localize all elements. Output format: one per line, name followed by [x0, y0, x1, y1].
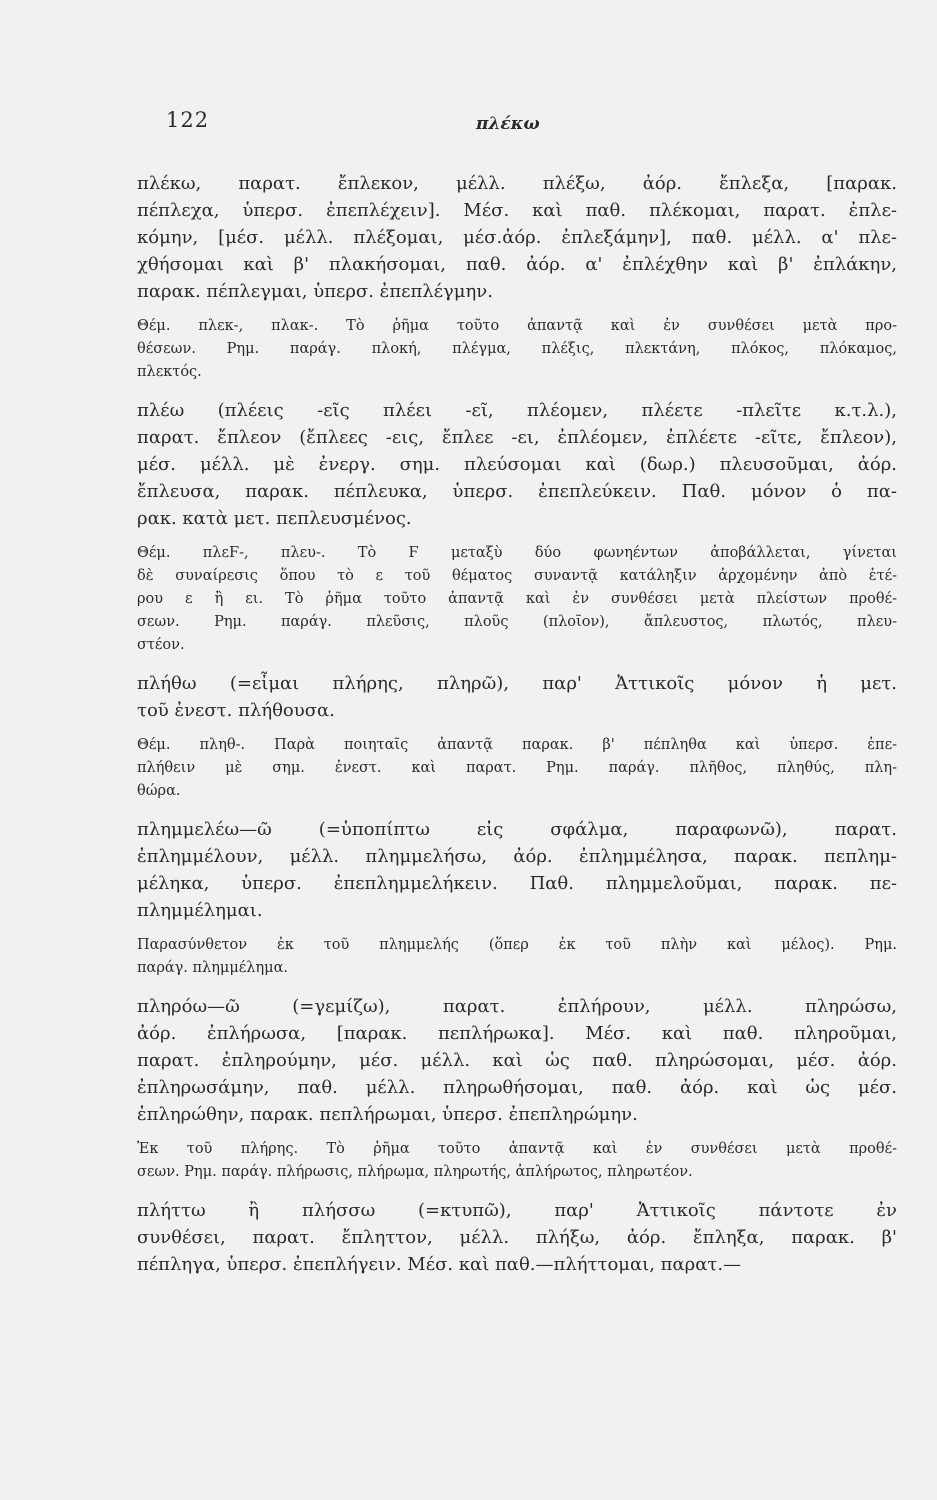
entry-text-line: ἐπληρώθην, παρακ. πεπλήρωμαι, ὑπερσ. ἐπεπληρώμην.	[137, 1104, 638, 1125]
entry-text-line: συνθέσει, παρατ. ἔπληττον, μέλλ. πλήξω, ἀόρ. ἔπληξα, παρακ. β'	[137, 1227, 897, 1248]
entry-text-line: παρατ. ἔπλεον (ἔπλεες -εις, ἔπλεε -ει, ἐπλέομεν, ἐπλέετε -εῖτε, ἔπλεον),	[137, 427, 897, 448]
entry-separator	[137, 657, 897, 670]
entry-text-line: μέληκα, ὑπερσ. ἐπεπλημμελήκειν. Παθ. πλημμελοῦμαι, παρακ. πε-	[137, 873, 897, 894]
entry-text-line: πλήθω (=εἶμαι πλήρης, πληρῶ), παρ' Ἀττικοῖς μόνον ἡ μετ.	[137, 673, 897, 694]
entry-pleo	[137, 397, 897, 657]
entry-plētto	[137, 1197, 897, 1278]
entry-text-line: πλημμέλημαι.	[137, 900, 263, 921]
entry-note-line: ρου ε ἢ ει. Τὸ ῥῆμα τοῦτο ἀπαντᾷ καὶ ἐν συνθέσει μετὰ πλείστων προθέ-	[137, 591, 897, 607]
entry-note-line: δὲ συναίρεσις ὅπου τὸ ε τοῦ θέματος συναντᾷ κατάληξιν ἀρχομένην ἀπὸ ἑτέ-	[137, 568, 897, 584]
entry-text-line: πλημμελέω—ῶ (=ὑποπίπτω εἰς σφάλμα, παραφωνῶ), παρατ.	[137, 819, 897, 840]
entry-text-line: ἐπληρωσάμην, παθ. μέλλ. πληρωθήσομαι, παθ. ἀόρ. καὶ ὡς μέσ.	[137, 1077, 897, 1098]
entry-text-line: παρακ. πέπλεγμαι, ὑπερσ. ἐπεπλέγμην.	[137, 281, 493, 302]
entry-text-line: μέσ. μέλλ. μὲ ἐνεργ. σημ. πλεύσομαι καὶ (δωρ.) πλευσοῦμαι, ἀόρ.	[137, 454, 897, 475]
entry-text-line: παρατ. ἐπληρούμην, μέσ. μέλλ. καὶ ὡς παθ. πληρώσομαι, μέσ. ἀόρ.	[137, 1050, 897, 1071]
entry-text-line: ἐπλημμέλουν, μέλλ. πλημμελήσω, ἀόρ. ἐπλημμέλησα, παρακ. πεπλημ-	[137, 846, 897, 867]
entry-text-line: ρακ. κατὰ μετ. πεπλευσμένος.	[137, 508, 412, 529]
page-header	[0, 108, 937, 138]
entry-text-line: πέπληγα, ὑπερσ. ἐπεπλήγειν. Μέσ. καὶ παθ.—πλήττομαι, παρατ.—	[137, 1254, 742, 1275]
entry-note-line: πλήθειν μὲ σημ. ἐνεστ. καὶ παρατ. Ρημ. παράγ. πλῆθος, πληθύς, πλη-	[137, 760, 897, 776]
entry-text-line: κόμην, [μέσ. μέλλ. πλέξομαι, μέσ.ἀόρ. ἐπλεξάμην], παθ. μέλλ. α' πλε-	[137, 227, 897, 248]
entry-note-line: θέσεων. Ρημ. παράγ. πλοκή, πλέγμα, πλέξις, πλεκτάνη, πλόκος, πλόκαμος,	[137, 341, 897, 357]
entry-note-line: σεων. Ρημ. παράγ. πλεῦσις, πλοῦς (πλοῖον), ἄπλευστος, πλωτός, πλευ-	[137, 614, 897, 630]
spacer	[137, 1128, 897, 1138]
page-number: 122	[166, 108, 210, 132]
entry-text-line: πλέκω, παρατ. ἔπλεκον, μέλλ. πλέξω, ἀόρ. ἔπλεξα, [παρακ.	[137, 173, 897, 194]
spacer	[137, 724, 897, 734]
entry-plētho	[137, 670, 897, 803]
entry-text-line: χθήσομαι καὶ β' πλακήσομαι, παθ. ἀόρ. α' ἐπλέχθην καὶ β' ἐπλάκην,	[137, 254, 897, 275]
entry-note-line: Θέμ. πλεϜ-, πλευ-. Τὸ Ϝ μεταξὺ δύο φωνηέντων ἀποβάλλεται, γίνεται	[137, 545, 897, 561]
spacer	[137, 305, 897, 315]
entry-separator	[137, 384, 897, 397]
entry-note-line: Θέμ. πλεκ-, πλακ-. Τὸ ῥῆμα τοῦτο ἀπαντᾷ καὶ ἐν συνθέσει μετὰ προ-	[137, 318, 897, 334]
entry-text-line: ἀόρ. ἐπλήρωσα, [παρακ. πεπλήρωκα]. Μέσ. καὶ παθ. πληροῦμαι,	[137, 1023, 897, 1044]
entry-separator	[137, 1184, 897, 1197]
entry-separator	[137, 803, 897, 816]
entry-note-line: Παρασύνθετον ἐκ τοῦ πλημμελής (ὅπερ ἐκ τοῦ πλὴν καὶ μέλος). Ρημ.	[137, 937, 897, 953]
entry-text-line: ἔπλευσα, παρακ. πέπλευκα, ὑπερσ. ἐπεπλεύκειν. Παθ. μόνον ὁ πα-	[137, 481, 897, 502]
entry-separator	[137, 980, 897, 993]
entry-plemmeleo	[137, 816, 897, 980]
spacer	[137, 532, 897, 542]
entry-note-line: Ἐκ τοῦ πλήρης. Τὸ ῥῆμα τοῦτο ἀπαντᾷ καὶ ἐν συνθέσει μετὰ προθέ-	[137, 1141, 897, 1157]
page-content	[137, 170, 897, 1278]
spacer	[137, 924, 897, 934]
entry-note-line: παράγ. πλημμέλημα.	[137, 960, 288, 976]
entry-pleko	[137, 170, 897, 384]
entry-note-line: Θέμ. πληθ-. Παρὰ ποιηταῖς ἀπαντᾷ παρακ. β' πέπληθα καὶ ὑπερσ. ἐπε-	[137, 737, 897, 753]
entry-note-line: θώρα.	[137, 783, 181, 799]
entry-note-line: πλεκτός.	[137, 364, 202, 380]
entry-text-line: πλέω (πλέεις -εῖς πλέει -εῖ, πλέομεν, πλέετε -πλεῖτε κ.τ.λ.),	[137, 400, 897, 421]
entry-text-line: πέπλεχα, ὑπερσ. ἐπεπλέχειν]. Μέσ. καὶ παθ. πλέκομαι, παρατ. ἐπλε-	[137, 200, 897, 221]
running-head: πλέκω	[476, 114, 540, 134]
entry-note-line: σεων. Ρημ. παράγ. πλήρωσις, πλήρωμα, πληρωτής, ἀπλήρωτος, πληρωτέον.	[137, 1164, 693, 1180]
entry-note-line: στέον.	[137, 637, 185, 653]
entry-text-line: πλήττω ἢ πλήσσω (=κτυπῶ), παρ' Ἀττικοῖς πάντοτε ἐν	[137, 1200, 897, 1221]
entry-text-line: τοῦ ἐνεστ. πλήθουσα.	[137, 700, 335, 721]
entry-pleroo	[137, 993, 897, 1184]
entry-text-line: πληρόω—ῶ (=γεμίζω), παρατ. ἐπλήρουν, μέλλ. πληρώσω,	[137, 996, 897, 1017]
